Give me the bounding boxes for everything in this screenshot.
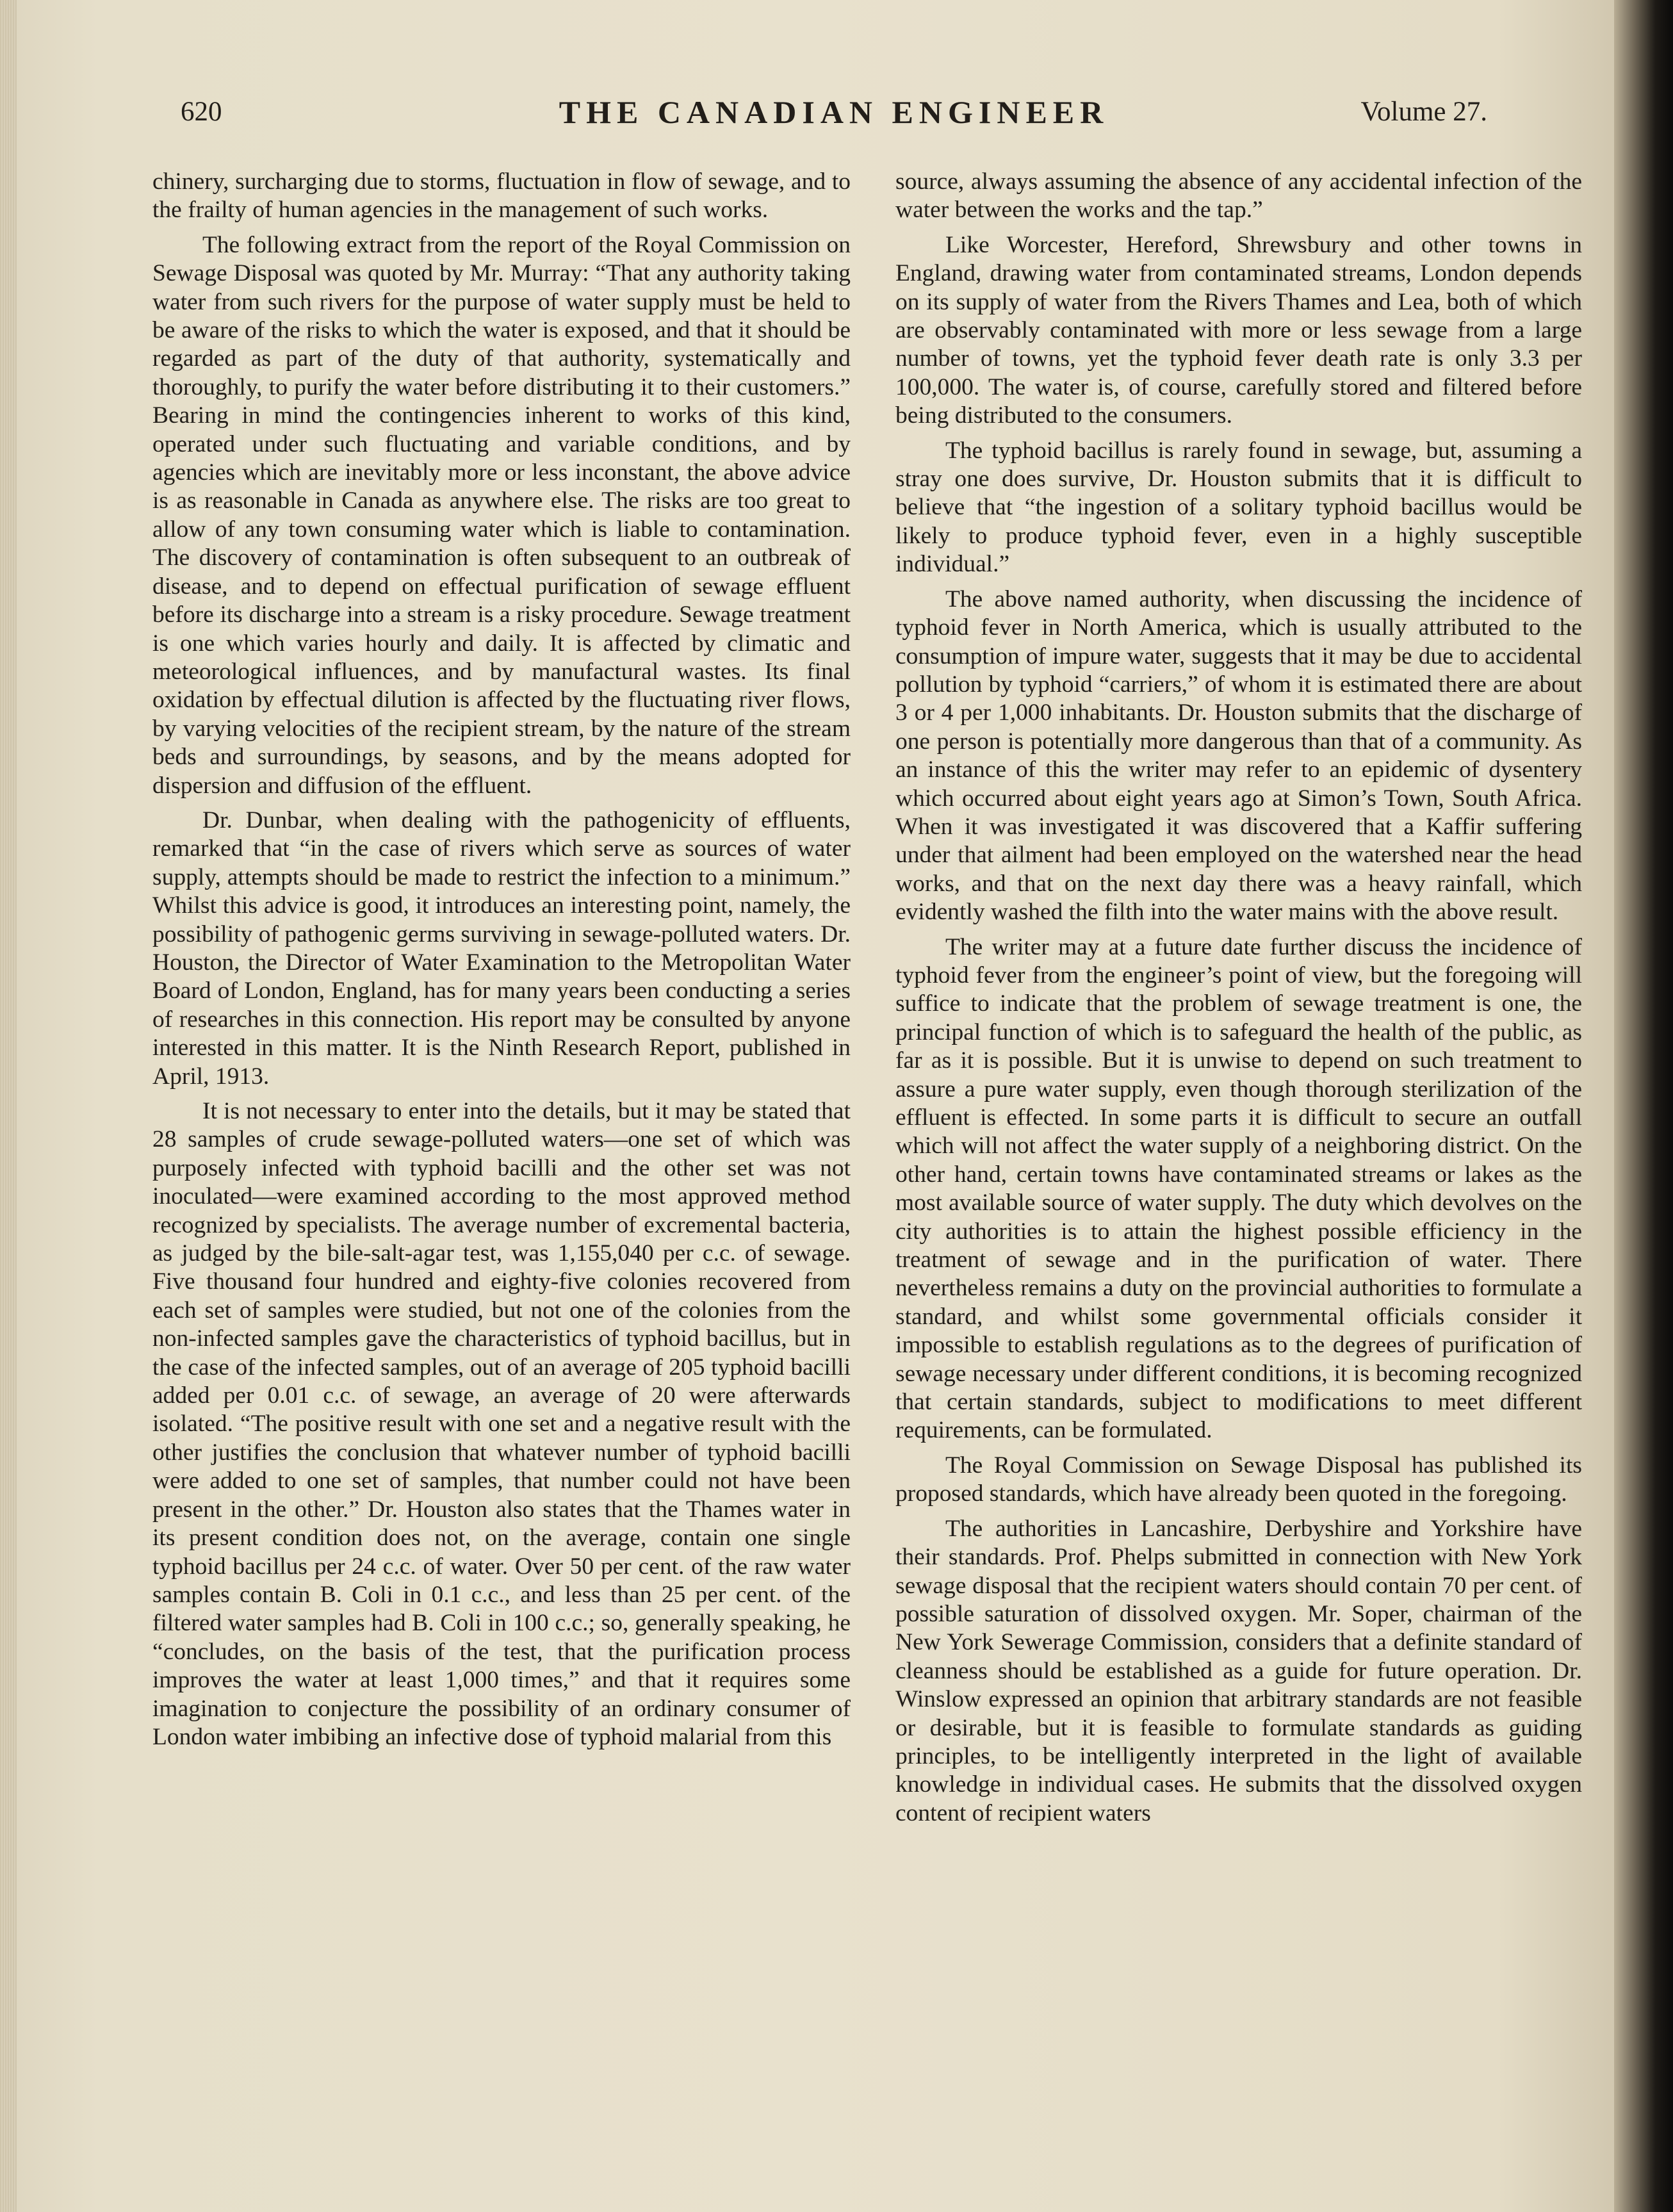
paragraph: The typhoid bacillus is rarely found in sewage, but, assuming a stray one does survive, Dr. Houston submits that it is difficult to believe that “the ingestion of a solitary typhoid bacillus would be likely to produce typhoid fever, even in a highly susceptible individual.” — [895, 437, 1582, 578]
paragraph: chinery, surcharging due to storms, fluctuation in flow of sewage, and to the frailty of human agencies in the management of such works. — [152, 168, 851, 224]
paragraph: Dr. Dunbar, when dealing with the pathogenicity of effluents, remarked that “in the case of rivers which serve as sources of water supply, attempts should be made to restrict the infection to a minimum.” Whilst this advice is good, it introduces an interesting point, namely, the possibility of pathogenic germs surviving in sewage-polluted waters. Dr. Houston, the Director of Water Examination to the Metropolitan Water Board of London, England, has for many years been conducting a series of researches in this connection. His report may be consulted by anyone interested in this matter. It is the Ninth Research Report, published in April, 1913. — [152, 807, 851, 1090]
running-header — [181, 90, 1487, 135]
paragraph: The Royal Commission on Sewage Disposal has published its proposed standards, which have already been quoted in the foregoing. — [895, 1452, 1582, 1507]
paragraph: source, always assuming the absence of any accidental infection of the water between the works and the tap.” — [895, 168, 1582, 224]
page-number: 620 — [181, 97, 222, 127]
volume-label: Volume 27. — [1360, 97, 1487, 127]
paragraph: The writer may at a future date further discuss the incidence of typhoid fever from the engineer’s point of view, but the foregoing will suffice to indicate that the problem of sewage treatment is one, the principal function of which is to safeguard the health of the public, as far as it is possible. But it is unwise to depend on such treatment to assure a pure water supply, even though thorough sterilization of the effluent is effected. In some parts it is difficult to secure an outfall which will not affect the water supply of a neighboring district. On the other hand, certain towns have contaminated streams or lakes as the most available source of water supply. The duty which devolves on the city authorities is to attain the highest possible efficiency in the treatment of sewage and in the purification of water. There nevertheless remains a duty on the provincial authorities to formulate a standard, and whilst some governmental officials consider it impossible to establish regulations as to the degrees of purification of sewage necessary under different conditions, it is becoming recognized that certain standards, subject to modifications to meet different requirements, can be formulated. — [895, 933, 1582, 1444]
page-edge — [0, 0, 17, 2212]
paragraph: The authorities in Lancashire, Derbyshire and Yorkshire have their standards. Prof. Phelps submitted in connection with New York sewage disposal that the recipient waters should contain 70 per cent. of possible saturation of dissolved oxygen. Mr. Soper, chairman of the New York Sewerage Commission, considers that a definite standard of cleanness should be established as a guide for future operation. Dr. Winslow expressed an opinion that arbitrary standards are not feasible or desirable, but it is feasible to formulate standards as guiding principles, to be intelligently interpreted in the light of available knowledge in individual cases. He submits that the dissolved oxygen content of recipient waters — [895, 1515, 1582, 1826]
paragraph: The following extract from the report of the Royal Commission on Sewage Disposal was quoted by Mr. Murray: “That any authority taking water from such rivers for the purpose of water supply must be held to be aware of the risks to which the water is exposed, and that it should be regarded as part of the duty of that authority, systematically and thoroughly, to purify the water before distributing it to their customers.” Bearing in mind the contingencies inherent to works of this kind, operated under such fluctuating and variable conditions, and by agencies which are inevitably more or less inconstant, the above advice is as reasonable in Canada as anywhere else. The risks are too great to allow of any town consuming water which is liable to contamination. The discovery of contamination is often subsequent to an outbreak of disease, and to depend on effectual purification of sewage effluent before its discharge into a stream is a risky procedure. Sewage treatment is one which varies hourly and daily. It is affected by climatic and meteorological influences, and by manufactural wastes. Its final oxidation by effectual dilution is affected by the fluctuating river flows, by varying velocities of the recipient stream, by the nature of the stream beds and surroundings, by seasons, and by the means adopted for dispersion and diffusion of the effluent. — [152, 231, 851, 799]
right-column — [895, 168, 1582, 2173]
book-spine-shadow — [1614, 0, 1673, 2212]
journal-title: THE CANADIAN ENGINEER — [559, 94, 1109, 130]
left-column — [152, 168, 851, 2173]
paragraph: The above named authority, when discussing the incidence of typhoid fever in North America, which is usually attributed to the consumption of impure water, suggests that it may be due to accidental pollution by typhoid “carriers,” of whom it is estimated there are about 3 or 4 per 1,000 inhabitants. Dr. Houston submits that the discharge of one person is potentially more dangerous than that of a community. As an instance of this the writer may refer to an epidemic of dysentery which occurred about eight years ago at Simon’s Town, South Africa. When it was investigated it was discovered that a Kaffir suffering under that ailment had been employed on the watershed near the head works, and that on the next day there was a heavy rainfall, which evidently washed the filth into the water mains with the above result. — [895, 586, 1582, 926]
paragraph: Like Worcester, Hereford, Shrewsbury and other towns in England, drawing water from contaminated streams, London depends on its supply of water from the Rivers Thames and Lea, both of which are observably contaminated with more or less sewage from a large number of towns, yet the typhoid fever death rate is only 3.3 per 100,000. The water is, of course, carefully stored and filtered before being distributed to the consumers. — [895, 231, 1582, 429]
paragraph: It is not necessary to enter into the details, but it may be stated that 28 samples of crude sewage-polluted waters—one set of which was purposely infected with typhoid bacilli and the other set was not inoculated—were examined according to the most approved method recognized by specialists. The average number of excremental bacteria, as judged by the bile-salt-agar test, was 1,155,040 per c.c. of sewage. Five thousand four hundred and eighty-five colonies recovered from each set of samples were studied, but not one of the colonies from the non-infected samples gave the characteristics of typhoid bacillus, but in the case of the infected samples, out of an average of 205 typhoid bacilli added per 0.01 c.c. of sewage, an average of 20 were afterwards isolated. “The positive result with one set and a negative result with the other justifies the conclusion that whatever number of typhoid bacilli were added to one set of samples, that number could not have been present in the other.” Dr. Houston also states that the Thames water in its present condition does not, on the average, contain one single typhoid bacillus per 24 c.c. of water. Over 50 per cent. of the raw water samples contain B. Coli in 0.1 c.c., and less than 25 per cent. of the filtered water samples had B. Coli in 100 c.c.; so, generally speaking, he “concludes, on the basis of the test, that the purification process improves the water at least 1,000 times,” and that it requires some imagination to conjecture the possibility of an ordinary consumer of London water imbibing an infective dose of typhoid malarial from this — [152, 1098, 851, 1750]
